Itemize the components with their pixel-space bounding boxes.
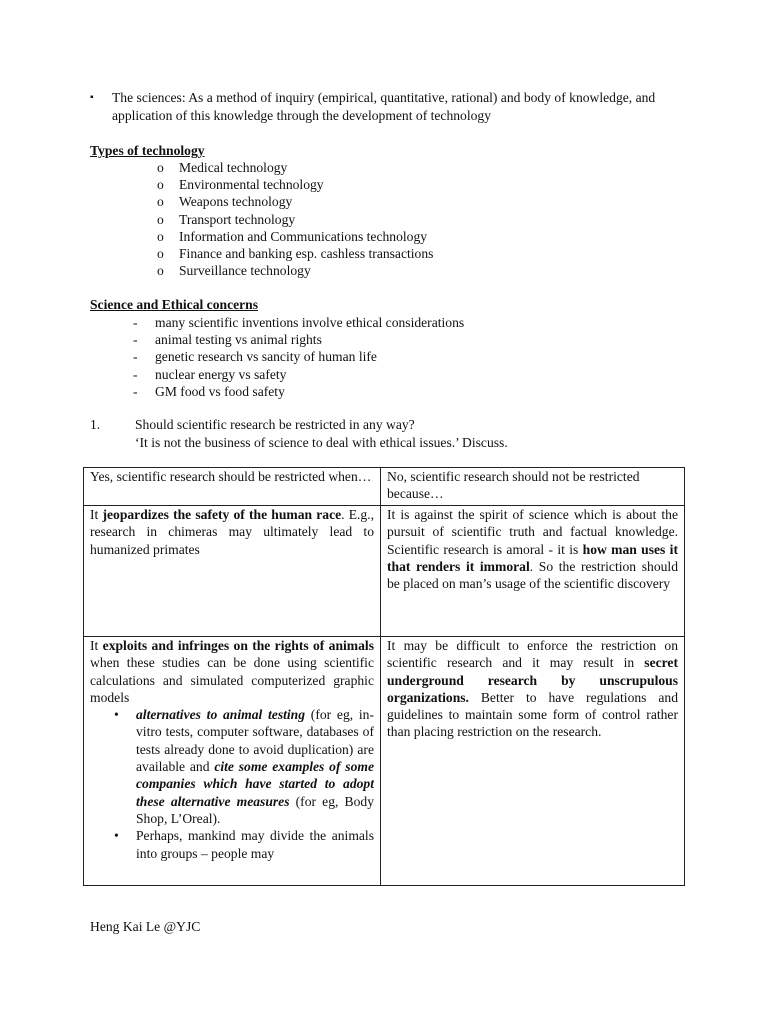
ethics-item: [133, 348, 573, 365]
list-marker: -: [133, 366, 138, 382]
types-heading: Types of technology: [90, 143, 205, 158]
round-bullet-icon: •: [114, 828, 119, 844]
list-marker: o: [157, 263, 164, 279]
list-item-text: Weapons technology: [179, 194, 293, 210]
list-marker: o: [157, 177, 164, 193]
animal-testing-sublist: [90, 706, 374, 862]
header-no: No, scientific research should not be restricted because…: [381, 468, 685, 506]
row1-left-cell: It jeopardizes the safety of the human race. E.g., research in chimeras may ultimately lead to humanized primates: [84, 506, 381, 637]
technology-item: [157, 262, 577, 279]
list-item-text: genetic research vs sancity of human life: [155, 349, 377, 365]
question-line-1: Should scientific research be restricted in any way?: [135, 417, 415, 432]
list-marker: o: [157, 160, 164, 175]
intro-paragraph: [90, 89, 710, 124]
list-marker: -: [133, 315, 138, 330]
table-row: [84, 637, 685, 886]
list-item-text: Environmental technology: [179, 177, 324, 193]
list-item-text: Finance and banking esp. cashless transactions: [179, 245, 434, 261]
ethics-item: [133, 383, 573, 400]
technology-item: [157, 159, 577, 176]
technology-list: [157, 159, 577, 279]
list-marker: -: [133, 383, 138, 399]
ethics-item: [133, 314, 573, 331]
list-marker: o: [157, 194, 164, 210]
square-bullet-icon: ▪: [90, 92, 94, 103]
table-row: [84, 506, 685, 637]
list-item-text: nuclear energy vs safety: [155, 366, 287, 382]
row1-right-cell: It is against the spirit of science which is about the pursuit of scientific truth and factual knowledge. Scientific research is amoral - it is how man uses it that renders it immoral. So the restriction should be placed on man’s usage of the scientific discovery: [381, 506, 685, 637]
list-marker: o: [157, 211, 164, 227]
list-item-text: Information and Communications technology: [179, 228, 428, 244]
list-marker: o: [157, 245, 164, 261]
list-item-text: Medical technology: [179, 160, 288, 175]
list-item: • Perhaps, mankind may divide the animals into groups – people may: [114, 828, 374, 861]
round-bullet-icon: •: [114, 707, 119, 723]
technology-item: [157, 211, 577, 228]
list-item-text: Surveillance technology: [179, 263, 311, 279]
list-marker: o: [157, 228, 164, 244]
question-block: [90, 416, 690, 451]
table-header-row: [84, 468, 685, 506]
list-item: • alternatives to animal testing (for eg, in-vitro tests, computer software, databases of tests already done to avoid duplication) are available and cite some examples of some companies which have started to adopt these alternative measures (for eg, Body Shop, L’Oreal).: [114, 707, 374, 826]
ethics-heading: Science and Ethical concerns: [90, 297, 259, 312]
list-item-text: many scientific inventions involve ethical considerations: [155, 315, 465, 330]
ethics-item: [133, 366, 573, 383]
technology-item: [157, 176, 577, 193]
row2-right-cell: It may be difficult to enforce the restriction on scientific research and it may result in secret underground research by unscrupulous organizations. Better to have regulations and guidelines to maintain some form of control rather than placing restriction on the research.: [381, 637, 685, 886]
argument-table: [83, 467, 685, 886]
ethics-item: [133, 331, 573, 348]
row2-left-cell: It exploits and infringes on the rights of animals when these studies can be done using scientific calculations and simulated computerized graphic models • alternatives to animal testing (for eg, in-vitro tests, computer software, databases of tests already done to avoid duplication) are available and cite some examples of some companies which have started to adopt these alternative measures (for eg, Body Shop, L’Oreal). • Perhaps, mankind may divide the animals into groups – people may: [84, 637, 381, 886]
footer-author: Heng Kai Le @YJC: [90, 919, 201, 934]
ethics-list: [133, 314, 573, 400]
header-yes: Yes, scientific research should be restricted when…: [84, 468, 381, 506]
list-marker: -: [133, 332, 138, 348]
list-item-text: Transport technology: [179, 211, 296, 227]
question-number: 1.: [90, 417, 101, 432]
list-marker: -: [133, 349, 138, 365]
list-item-text: GM food vs food safety: [155, 383, 285, 399]
question-line-2: ‘It is not the business of science to deal with ethical issues.’ Discuss.: [135, 434, 508, 450]
technology-item: [157, 245, 577, 262]
technology-item: [157, 228, 577, 245]
intro-text: The sciences: As a method of inquiry (empirical, quantitative, rational) and body of knowledge, and application of this knowledge through the development of technology: [112, 90, 656, 123]
list-item-text: animal testing vs animal rights: [155, 332, 322, 348]
technology-item: [157, 193, 577, 210]
